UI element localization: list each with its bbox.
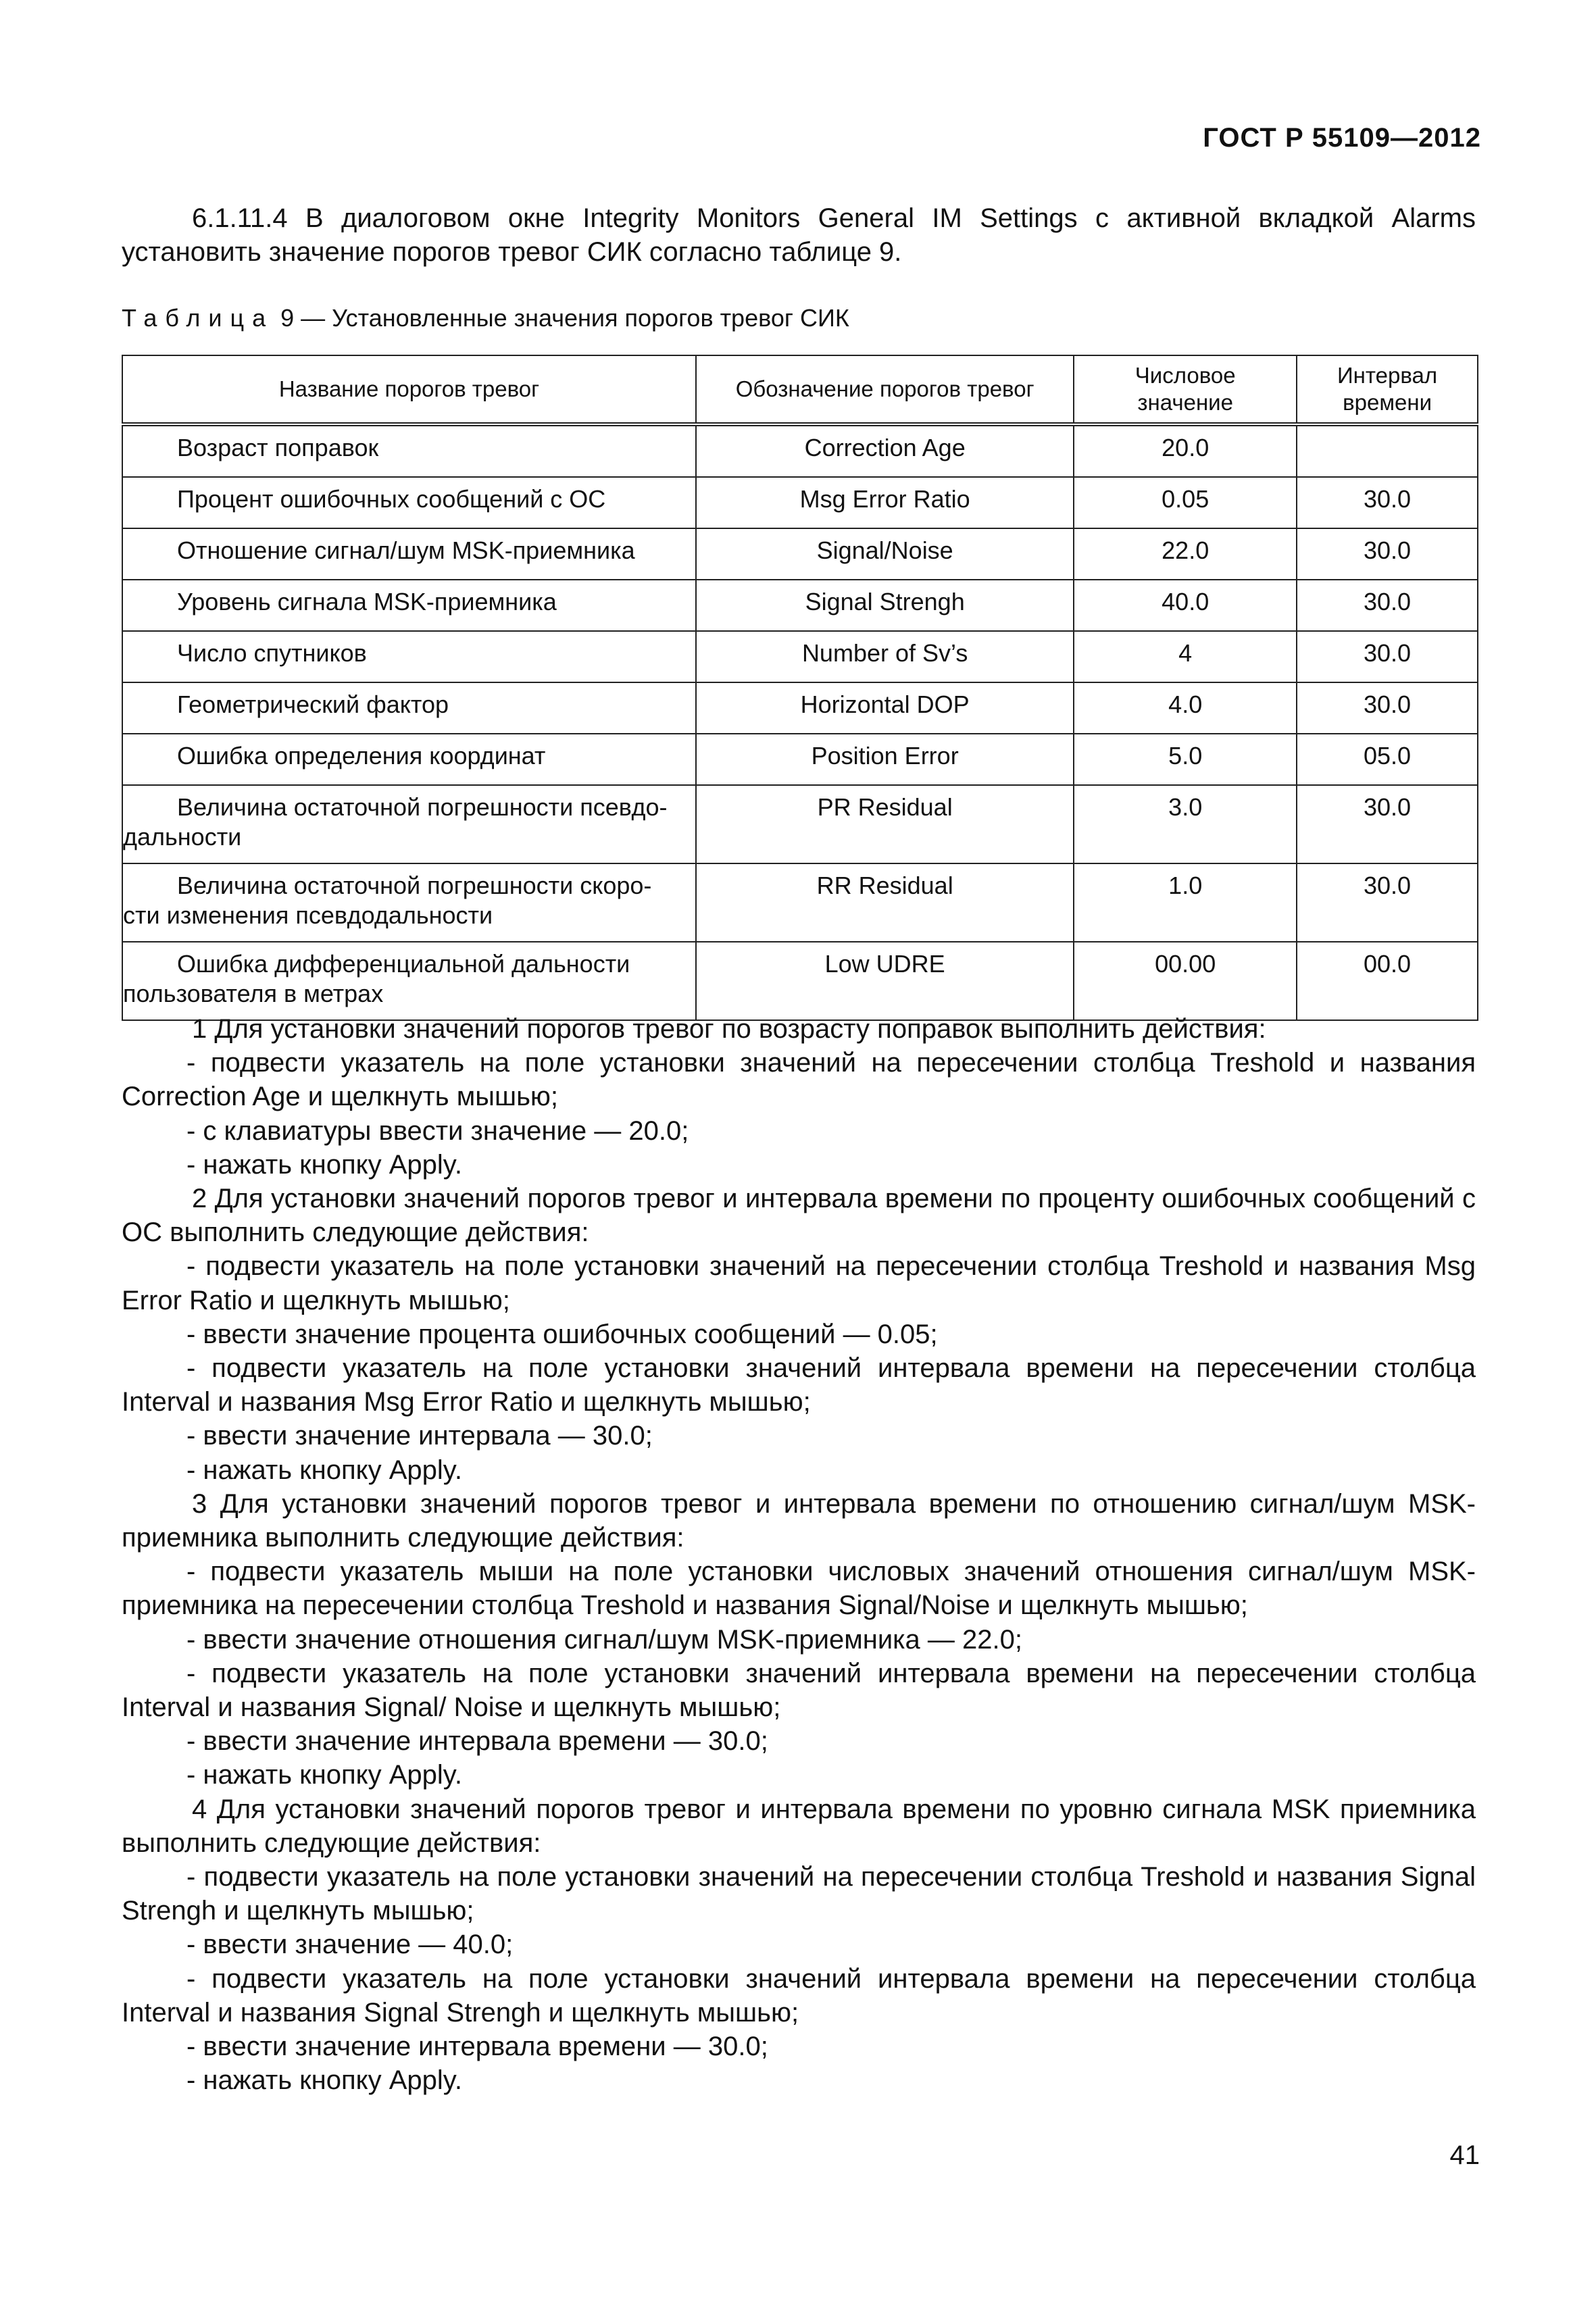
threshold-interval: 30.0 — [1297, 682, 1478, 734]
threshold-value: 20.0 — [1074, 424, 1297, 477]
table-row — [122, 734, 1478, 785]
table-row — [122, 477, 1478, 528]
standard-designation: ГОСТ Р 55109—2012 — [1203, 123, 1481, 153]
step-item: - нажать кнопку Apply. — [186, 1149, 462, 1180]
step-item: - нажать кнопку Apply. — [186, 1760, 462, 1790]
threshold-name-line2: дальности — [123, 823, 242, 851]
step-item: - нажать кнопку Apply. — [186, 1455, 462, 1485]
threshold-name: Уровень сигнала MSK-приемника — [122, 580, 696, 631]
page-number: 41 — [1449, 2140, 1480, 2170]
table-caption-text: 9 — Установленные значения порогов тревог СИК — [274, 304, 849, 332]
intro-paragraph — [122, 201, 1476, 269]
step-item: - ввести значение — 40.0; — [186, 1930, 514, 1960]
threshold-code: Position Error — [696, 734, 1074, 785]
header-time-interval: Интервал времени — [1297, 355, 1478, 424]
intro-text: 6.1.11.4 В диалоговом окне Integrity Monitors General IM Settings с активной вкладкой Alarms установить значение порогов тревог СИК согласно таблице 9. — [122, 203, 1476, 267]
threshold-interval: 00.0 — [1297, 942, 1478, 1020]
step-item: - ввести значение интервала — 30.0; — [186, 1421, 653, 1451]
threshold-value: 40.0 — [1074, 580, 1297, 631]
step-heading: 2 Для установки значений порогов тревог и интервала времени по проценту ошибочных сообщений с ОС выполнить следующие действия: — [122, 1184, 1476, 1248]
table-caption — [122, 304, 849, 332]
step-heading: 3 Для установки значений порогов тревог и интервала времени по отношению сигнал/шум MSK-приемника выполнить следующие действия: — [122, 1488, 1476, 1553]
threshold-code: PR Residual — [696, 785, 1074, 863]
step-item: - с клавиатуры ввести значение — 20.0; — [186, 1115, 689, 1146]
step-item: - нажать кнопку Apply. — [186, 2065, 462, 2096]
table-row — [122, 528, 1478, 580]
alarm-threshold-table — [122, 355, 1478, 1021]
threshold-code: Signal/Noise — [696, 528, 1074, 580]
threshold-code: Signal Strengh — [696, 580, 1074, 631]
threshold-interval: 30.0 — [1297, 477, 1478, 528]
threshold-name: Число спутников — [122, 631, 696, 682]
threshold-name-line1: Величина остаточной погрешности псевдо- — [177, 793, 668, 821]
threshold-interval: 30.0 — [1297, 631, 1478, 682]
threshold-code: Number of Sv’s — [696, 631, 1074, 682]
threshold-code: Low UDRE — [696, 942, 1074, 1020]
threshold-code: RR Residual — [696, 863, 1074, 942]
step-item: - ввести значение интервала времени — 30.0; — [186, 2032, 768, 2062]
threshold-name — [122, 942, 696, 1020]
threshold-value: 5.0 — [1074, 734, 1297, 785]
table-row — [122, 863, 1478, 942]
threshold-name-line1: Ошибка дифференциальной дальности — [177, 950, 630, 978]
instructions-body — [122, 1012, 1476, 2098]
header-numeric-value: Числовое значение — [1074, 355, 1297, 424]
threshold-name-line2: пользователя в метрах — [123, 980, 384, 1007]
threshold-interval: 30.0 — [1297, 528, 1478, 580]
threshold-name: Отношение сигнал/шум MSK-приемника — [122, 528, 696, 580]
threshold-code: Correction Age — [696, 424, 1074, 477]
step-item: - ввести значение отношения сигнал/шум MSK-приемника — 22.0; — [186, 1624, 1022, 1655]
threshold-name-line2: сти изменения псевдодальности — [123, 901, 493, 929]
threshold-interval: 30.0 — [1297, 580, 1478, 631]
threshold-code: Msg Error Ratio — [696, 477, 1074, 528]
threshold-value: 4.0 — [1074, 682, 1297, 734]
header-threshold-code: Обозначение порогов тревог — [696, 355, 1074, 424]
threshold-value: 4 — [1074, 631, 1297, 682]
header-threshold-name: Название порогов тревог — [122, 355, 696, 424]
table-header-row — [122, 355, 1478, 424]
table-row — [122, 580, 1478, 631]
threshold-name: Процент ошибочных сообщений с ОС — [122, 477, 696, 528]
step-item: - подвести указатель на поле установки значений интервала времени на пересечении столбца Interval и названия Signal/ Noise и щелкнуть мышью; — [122, 1658, 1476, 1723]
threshold-value: 22.0 — [1074, 528, 1297, 580]
step-item: - подвести указатель на поле установки значений на пересечении столбца Treshold и названия Msg Error Ratio и щелкнуть мышью; — [122, 1251, 1476, 1315]
threshold-name-line1: Величина остаточной погрешности скоро- — [177, 872, 652, 899]
threshold-code: Horizontal DOP — [696, 682, 1074, 734]
threshold-name — [122, 785, 696, 863]
threshold-name: Геометрический фактор — [122, 682, 696, 734]
threshold-value: 00.00 — [1074, 942, 1297, 1020]
table-row — [122, 682, 1478, 734]
threshold-value: 1.0 — [1074, 863, 1297, 942]
step-item: - ввести значение процента ошибочных сообщений — 0.05; — [186, 1319, 938, 1349]
threshold-interval — [1297, 424, 1478, 477]
table-caption-label: Таблица — [122, 304, 274, 332]
threshold-interval: 30.0 — [1297, 785, 1478, 863]
step-item: - подвести указатель на поле установки значений на пересечении столбца Treshold и названия Signal Strengh и щелкнуть мышью; — [122, 1862, 1476, 1926]
step-item: - подвести указатель на поле установки значений на пересечении столбца Treshold и названия Correction Age и щелкнуть мышью; — [122, 1048, 1476, 1112]
step-item: - подвести указатель на поле установки значений интервала времени на пересечении столбца Interval и названия Msg Error Ratio и щелкнуть мышью; — [122, 1353, 1476, 1417]
threshold-interval: 05.0 — [1297, 734, 1478, 785]
step-heading: 1 Для установки значений порогов тревог по возрасту поправок выполнить действия: — [192, 1014, 1266, 1044]
step-item: - ввести значение интервала времени — 30.0; — [186, 1726, 768, 1757]
threshold-value: 0.05 — [1074, 477, 1297, 528]
step-item: - подвести указатель на поле установки значений интервала времени на пересечении столбца Interval и названия Signal Strengh и щелкнуть мышью; — [122, 1963, 1476, 2028]
table-row — [122, 631, 1478, 682]
table-row — [122, 424, 1478, 477]
threshold-name: Возраст поправок — [122, 424, 696, 477]
threshold-name: Ошибка определения координат — [122, 734, 696, 785]
table-row — [122, 785, 1478, 863]
table-row — [122, 942, 1478, 1020]
threshold-value: 3.0 — [1074, 785, 1297, 863]
step-heading: 4 Для установки значений порогов тревог и интервала времени по уровню сигнала MSK приемника выполнить следующие действия: — [122, 1794, 1476, 1858]
threshold-name — [122, 863, 696, 942]
step-item: - подвести указатель мыши на поле установки числовых значений отношения сигнал/шум MSK-приемника на пересечении столбца Treshold и названия Signal/Noise и щелкнуть мышью; — [122, 1557, 1476, 1621]
threshold-interval: 30.0 — [1297, 863, 1478, 942]
